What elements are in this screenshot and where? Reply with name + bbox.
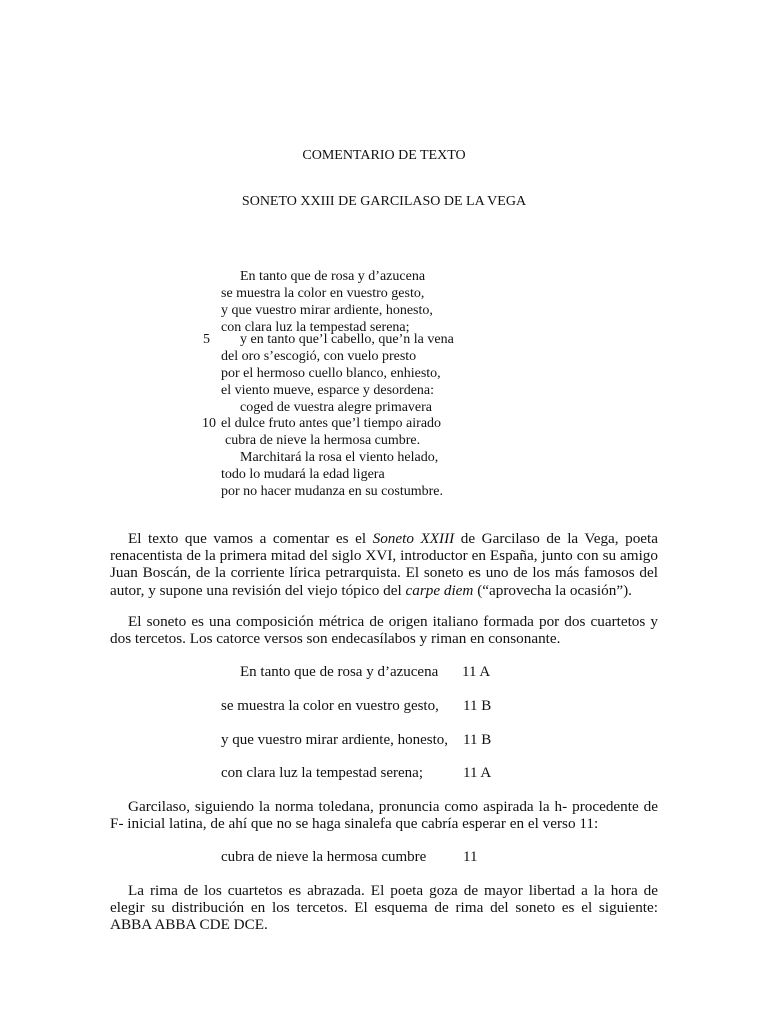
poem-line: coged de vuestra alegre primavera — [240, 400, 433, 415]
paragraph-intro — [110, 530, 658, 599]
text-run: de Garcilaso de la Vega, poeta renacentista de la primera mitad del siglo XVI, introductor en España, junto con su amigo Juan Boscán, de la corriente lírica petrarquista. El soneto es uno de los más famosos del autor, y supone una revisión del viejo tópico del — [110, 530, 659, 599]
scansion-meter: 11 B — [463, 698, 492, 714]
example-meter: 11 — [463, 849, 478, 865]
poem-line: el viento mueve, esparce y desordena: — [221, 383, 435, 398]
poem-line: todo lo mudará la edad ligera — [221, 467, 385, 482]
scansion-meter: 11 A — [463, 765, 492, 781]
poem-line: del oro s’escogió, con vuelo presto — [221, 349, 417, 364]
text-run: El texto que vamos a comentar es el — [128, 530, 373, 547]
poem-line: por no hacer mudanza en su costumbre. — [221, 484, 443, 499]
poem-line: se muestra la color en vuestro gesto, — [221, 286, 425, 301]
poem-line: por el hermoso cuello blanco, enhiesto, — [221, 366, 441, 381]
text-run: (“aprovecha la ocasión”). — [473, 581, 632, 599]
paragraph-metrics: El soneto es una composición métrica de origen italiano formada por dos cuartetos y dos tercetos. Los catorce versos son endecasílabos y riman en consonante. — [110, 613, 658, 648]
work-title: Soneto XXIII — [372, 530, 455, 547]
poem-line: y en tanto que’l cabello, que’n la vena — [240, 332, 454, 347]
poem-line: y que vuestro mirar ardiente, honesto, — [221, 303, 433, 318]
scansion-meter: 11 B — [463, 732, 492, 748]
line-number: 10 — [202, 416, 216, 431]
scansion-verse: y que vuestro mirar ardiente, honesto, — [221, 732, 449, 748]
line-number: 5 — [203, 332, 210, 347]
document-title: COMENTARIO DE TEXTO — [302, 148, 466, 163]
latin-phrase: carpe diem — [405, 581, 474, 599]
poem-line: En tanto que de rosa y d’azucena — [240, 269, 426, 284]
poem-line: el dulce fruto antes que’l tiempo airado — [221, 416, 442, 431]
example-verse: cubra de nieve la hermosa cumbre — [221, 849, 427, 865]
poem-line: Marchitará la rosa el viento helado, — [240, 450, 439, 465]
paragraph-rhyme: La rima de los cuartetos es abrazada. El poeta goza de mayor libertad a la hora de elegir su distribución en los tercetos. El esquema de rima del soneto es el siguiente: ABBA ABBA CDE DCE. — [110, 882, 658, 934]
scansion-verse: con clara luz la tempestad serena; — [221, 765, 423, 781]
poem-line: cubra de nieve la hermosa cumbre. — [225, 433, 421, 448]
poem-line: con clara luz la tempestad serena; — [221, 320, 410, 335]
paragraph-aspiration: Garcilaso, siguiendo la norma toledana, pronuncia como aspirada la h- procedente de F- inicial latina, de ahí que no se haga sinalefa que cabría esperar en el verso 11: — [110, 798, 658, 833]
scansion-verse: se muestra la color en vuestro gesto, — [221, 698, 439, 714]
scansion-verse: En tanto que de rosa y d’azucena — [240, 664, 439, 680]
scansion-meter: 11 A — [462, 664, 491, 680]
document-subtitle: SONETO XXIII DE GARCILASO DE LA VEGA — [241, 194, 527, 209]
